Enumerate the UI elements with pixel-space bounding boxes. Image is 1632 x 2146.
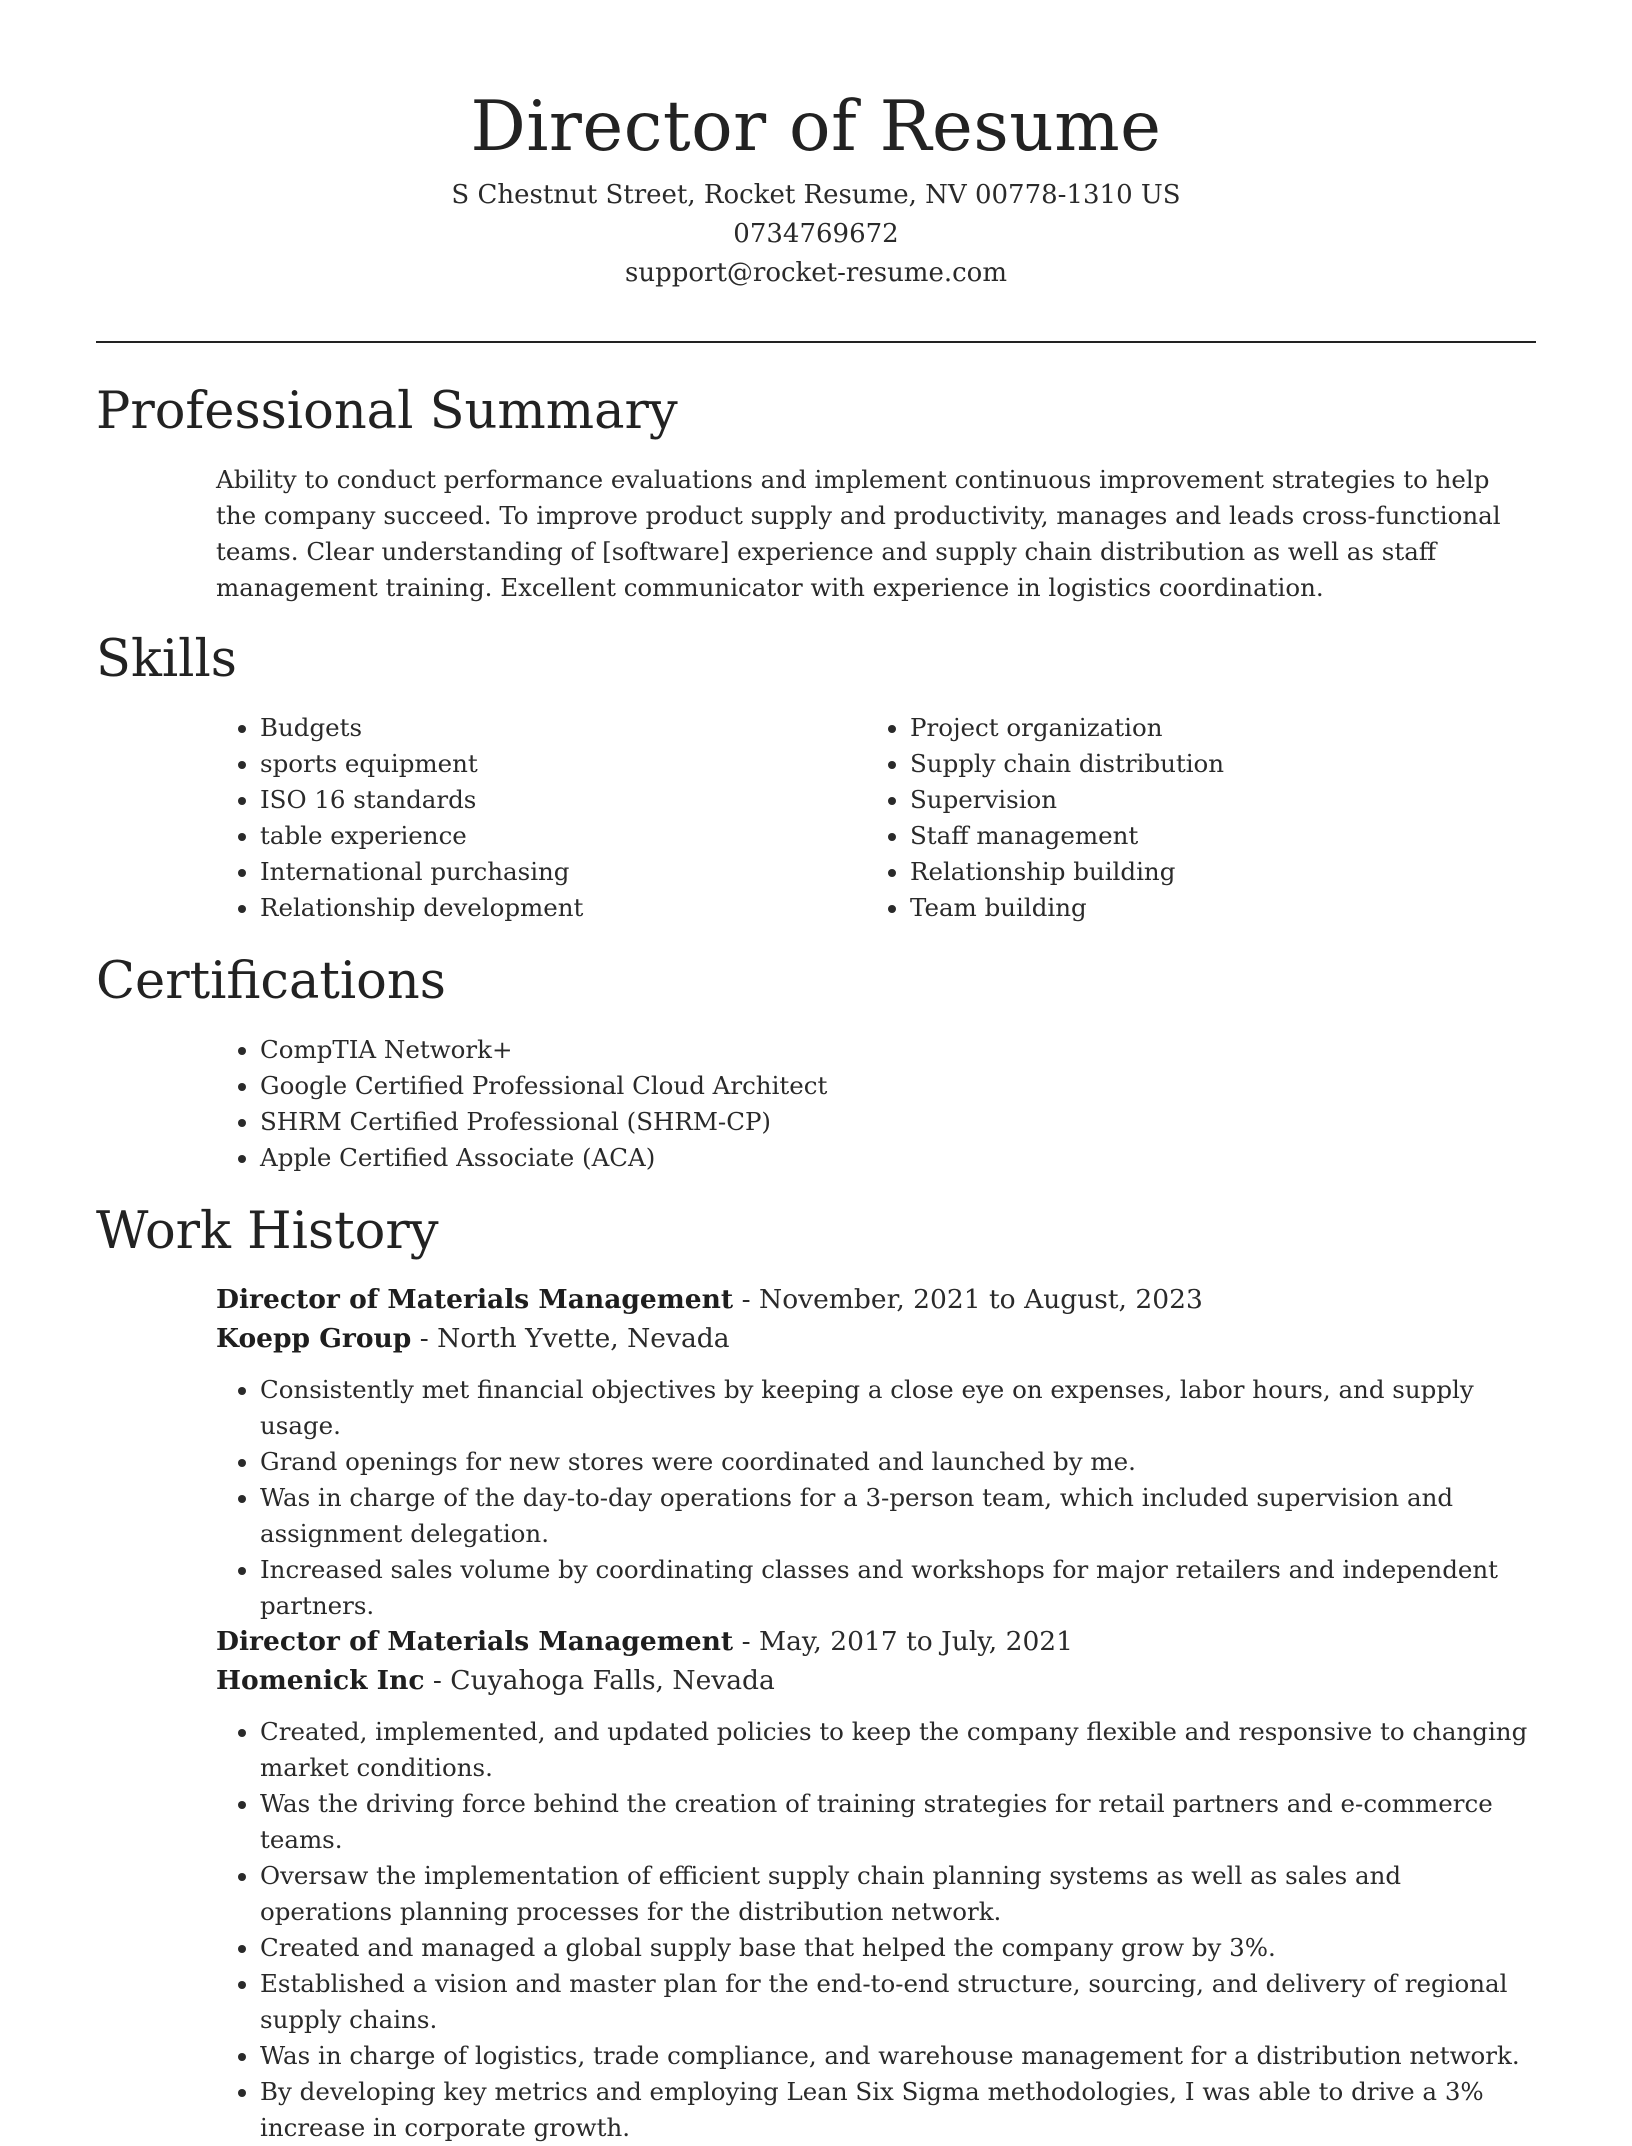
- skill-item: • Relationship development: [260, 890, 860, 926]
- separator: -: [741, 1626, 759, 1657]
- work-history-heading: Work History: [96, 1202, 439, 1261]
- company-name: Koepp Group: [216, 1323, 412, 1354]
- job-bullet: • Oversaw the implementation of efficient supply chain planning systems as well as sales and operations planning processes for the distribution network.: [260, 1858, 1536, 1930]
- separator: -: [419, 1323, 438, 1354]
- job-bullet: • Was in charge of the day-to-day operations for a 3-person team, which included supervision and assignment delegation.: [260, 1480, 1536, 1552]
- job-bullet: • Increased sales volume by coordinating classes and workshops for major retailers and independent partners.: [260, 1552, 1536, 1624]
- skill-item: • ISO 16 standards: [260, 782, 860, 818]
- contact-info: [0, 176, 1632, 293]
- summary-text: Ability to conduct performance evaluations and implement continuous improvement strategies to help the company succeed. To improve product supply and productivity, manages and leads cross-functional teams. Clear understanding of [software] experience and supply chain distribution as well as staff management training. Excellent communicator with experience in logistics coordination.: [216, 465, 1501, 602]
- job-dates: May, 2017 to July, 2021: [759, 1626, 1074, 1657]
- job-bullets: [216, 1372, 1536, 1624]
- phone: 0734769672: [733, 219, 899, 249]
- skill-item: • Staff management: [910, 818, 1510, 854]
- skill-item: • Project organization: [910, 710, 1510, 746]
- job-title: Director of Materials Management: [216, 1626, 734, 1657]
- job-bullet: • Consistently met financial objectives by keeping a close eye on expenses, labor hours, and supply usage.: [260, 1372, 1536, 1444]
- header-divider: [96, 341, 1536, 343]
- job-location: Cuyahoga Falls, Nevada: [450, 1665, 775, 1696]
- skills-heading: Skills: [96, 630, 237, 689]
- job-bullet: • Created, implemented, and updated policies to keep the company flexible and responsive to changing market conditions.: [260, 1714, 1536, 1786]
- certifications-heading: Certifications: [96, 952, 446, 1011]
- job-title: Director of Materials Management: [216, 1284, 734, 1315]
- job-bullet: • By developing key metrics and employing Lean Six Sigma methodologies, I was able to drive a 3% increase in corporate growth.: [260, 2074, 1536, 2146]
- resume-header: [0, 80, 1632, 288]
- certification-item: • CompTIA Network+: [260, 1032, 1560, 1068]
- skill-item: • Relationship building: [910, 854, 1510, 890]
- skill-item: • Supervision: [910, 782, 1510, 818]
- job-title-line: [216, 1280, 1536, 1319]
- job-entry: [216, 1280, 1536, 1624]
- candidate-name: Director of Resume: [470, 87, 1162, 167]
- job-entry: [216, 1622, 1536, 2146]
- email: support@rocket-resume.com: [624, 258, 1007, 288]
- skill-item: • Supply chain distribution: [910, 746, 1510, 782]
- job-company-line: [216, 1661, 1536, 1700]
- job-bullet: • Grand openings for new stores were coordinated and launched by me.: [260, 1444, 1536, 1480]
- job-company-line: [216, 1319, 1536, 1358]
- skill-item: • Budgets: [260, 710, 860, 746]
- address: S Chestnut Street, Rocket Resume, NV 00778-1310 US: [451, 180, 1181, 210]
- job-title-line: [216, 1622, 1536, 1661]
- separator: -: [432, 1665, 451, 1696]
- company-name: Homenick Inc: [216, 1665, 425, 1696]
- skill-item: • International purchasing: [260, 854, 860, 890]
- skill-item: • table experience: [260, 818, 860, 854]
- skill-item: • sports equipment: [260, 746, 860, 782]
- certification-item: • Apple Certified Associate (ACA): [260, 1140, 1560, 1176]
- job-bullet: • Was in charge of logistics, trade compliance, and warehouse management for a distribution network.: [260, 2038, 1536, 2074]
- job-location: North Yvette, Nevada: [437, 1323, 730, 1354]
- job-bullet: • Established a vision and master plan for the end-to-end structure, sourcing, and delivery of regional supply chains.: [260, 1966, 1536, 2038]
- certification-item: • SHRM Certified Professional (SHRM-CP): [260, 1104, 1560, 1140]
- job-dates: November, 2021 to August, 2023: [759, 1284, 1203, 1315]
- certifications-list: [216, 1032, 1560, 1176]
- separator: -: [741, 1284, 759, 1315]
- job-bullet: • Was the driving force behind the creation of training strategies for retail partners and e-commerce teams.: [260, 1786, 1536, 1858]
- job-bullet: • Created and managed a global supply base that helped the company grow by 3%.: [260, 1930, 1536, 1966]
- skill-item: • Team building: [910, 890, 1510, 926]
- summary-heading: Professional Summary: [96, 382, 678, 441]
- certification-item: • Google Certified Professional Cloud Architect: [260, 1068, 1560, 1104]
- job-bullets: [216, 1714, 1536, 2146]
- skills-list-right: [866, 710, 1510, 926]
- skills-list-left: [216, 710, 860, 926]
